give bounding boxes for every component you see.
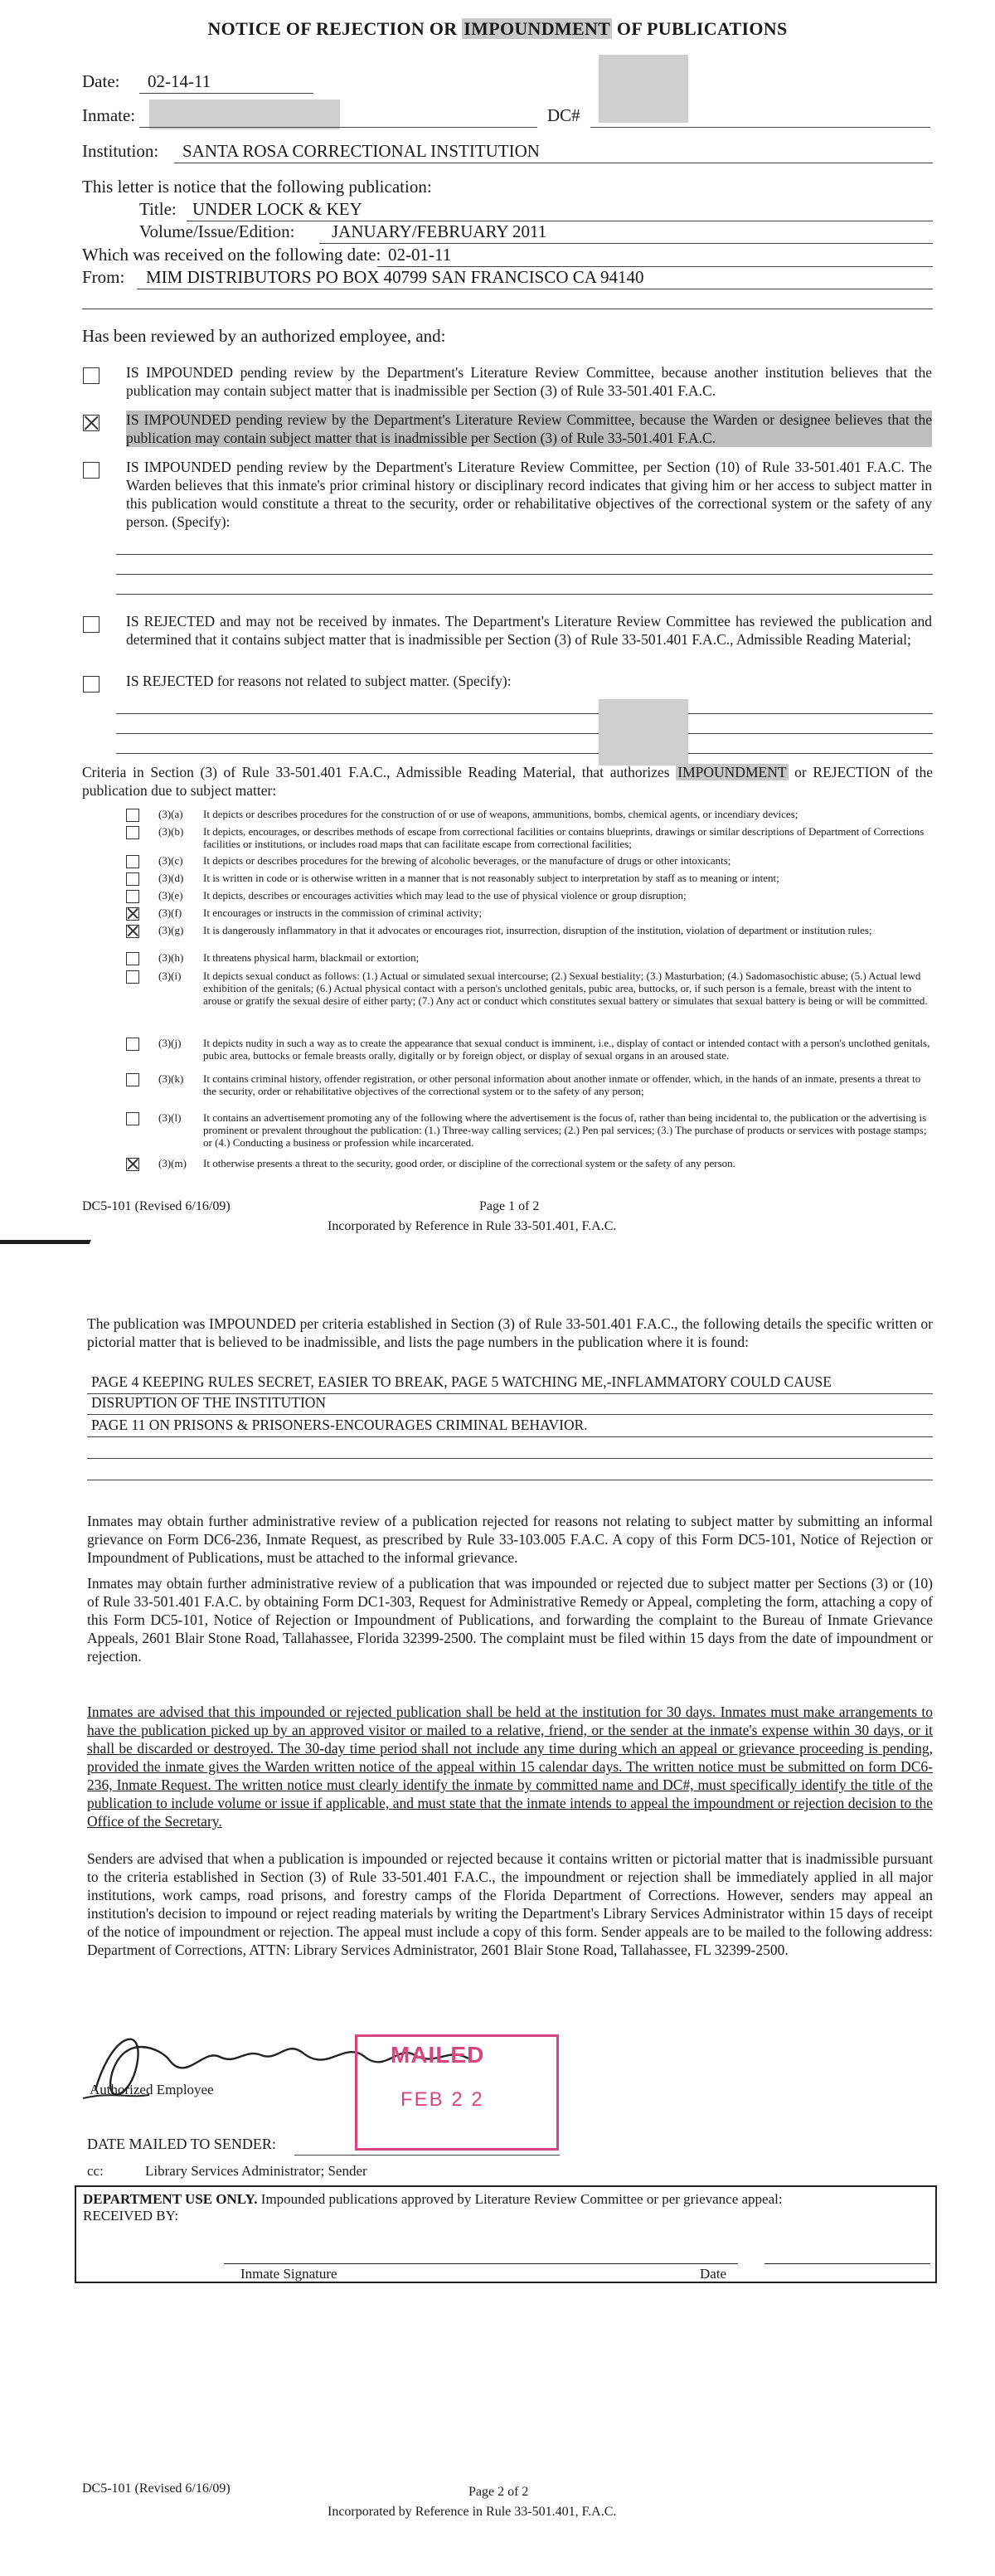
criteria-checkbox-13[interactable] (126, 1158, 139, 1171)
criteria-checkbox-7[interactable] (126, 925, 139, 938)
option-checkbox-4[interactable] (83, 616, 100, 633)
paragraph-inmates-advised: Inmates are advised that this impounded or rejected publication shall be held at the institution for 30 days. Inmates must make arrangements to have the publication picked up by an approved visitor or mailed to a relative, friend, or the sender at the inmate's expense within 30 days, or it shall be discarded or destroyed. The 30-day time period shall not include any time during which an appeal or grievance proceeding is pending, provided the inmate gives the Warden written notice of the appeal within 15 calendar days. The written notice must be submitted on form DC6-236, Inmate Request. The written notice must clearly identify the inmate by committed name and DC#, must specifically identify the title of the publication to include volume or issue if applicable, and must state that the inmate intends to appeal the impoundment or rejection decision to the Office of the Secretary. (87, 1704, 933, 1830)
criteria-text-6: It encourages or instructs in the commission of criminal activity; (203, 906, 483, 919)
received-value: 02-01-11 (388, 245, 452, 265)
criteria-text-1: It depicts or describes procedures for the construction of or use of weapons, ammunitions, bombs, chemical agents, or incendiary devices; (203, 808, 798, 820)
criteria-text-13: It otherwise presents a threat to the security, good order, or discipline of the correctional system or the safety of any person. (203, 1157, 735, 1169)
criteria-code-10: (3)(j) (158, 1037, 182, 1049)
page-number-p2: Page 2 of 2 (468, 2485, 529, 2499)
impound-intro: The publication was IMPOUNDED per criteria established in Section (3) of Rule 33-501.401 F.A.C., the following details the specific written or pictorial matter that is believed to be inadmissible, and lists the page numbers in the publication where it is found: (87, 1315, 933, 1350)
incorporated-note: Incorporated by Reference in Rule 33-501.401, F.A.C. (328, 1219, 617, 1233)
criteria-checkbox-4[interactable] (126, 872, 139, 886)
criteria-text-3: It depicts or describes procedures for the brewing of alcoholic beverages, or the manufacture of drugs or other intoxicants; (203, 854, 731, 867)
page-1 (0, 0, 995, 1244)
inmate-signature-label: Inmate Signature (240, 2266, 337, 2282)
criteria-code-3: (3)(c) (158, 854, 183, 867)
cc-value: Library Services Administrator; Sender (145, 2163, 367, 2179)
redacted-block-2 (599, 699, 688, 766)
dc-label: DC# (547, 105, 580, 125)
detail-line-2: DISRUPTION OF THE INSTITUTION (91, 1394, 327, 1411)
department-use-box (75, 2185, 937, 2283)
dept-use-text: Impounded publications approved by Literature Review Committee or per grievance appeal: (257, 2191, 783, 2207)
option-checkbox-5[interactable] (83, 676, 100, 693)
highlighted-word: IMPOUNDMENT (464, 18, 611, 39)
cc-label: cc: (87, 2163, 104, 2179)
criteria-checkbox-5[interactable] (126, 890, 139, 903)
criteria-checkbox-6[interactable] (126, 907, 139, 921)
option-checkbox-1[interactable] (83, 367, 100, 384)
criteria-code-1: (3)(a) (158, 808, 183, 820)
authorized-employee-label: Authorized Employee (90, 2082, 214, 2097)
criteria-text-5: It depicts, describes or encourages activities which may lead to the use of physical violence or group disruption; (203, 889, 687, 902)
dept-use-heading: DEPARTMENT USE ONLY. (83, 2191, 258, 2207)
criteria-code-5: (3)(e) (158, 889, 183, 902)
received-by-label: RECEIVED BY: (83, 2208, 179, 2224)
option-checkbox-2[interactable] (83, 415, 100, 431)
document-title: NOTICE OF REJECTION OR IMPOUNDMENT OF PUBLICATIONS (207, 18, 788, 39)
redacted-inmate-name (149, 100, 340, 129)
criteria-code-8: (3)(h) (158, 951, 184, 964)
reviewed-line: Has been reviewed by an authorized employee, and: (82, 326, 446, 346)
institution-value: SANTA ROSA CORRECTIONAL INSTITUTION (182, 141, 540, 161)
received-label: Which was received on the following date: (82, 245, 381, 265)
date-value: 02-14-11 (148, 71, 211, 91)
pub-title-label: Title: (139, 199, 177, 219)
incorporated-note-p2: Incorporated by Reference in Rule 33-501.401, F.A.C. (328, 2505, 617, 2519)
institution-label: Institution: (82, 141, 159, 161)
date-label: Date: (82, 71, 120, 91)
notice-line: This letter is notice that the following publication: (82, 177, 432, 197)
criteria-intro: Criteria in Section (3) of Rule 33-501.401 F.A.C., Admissible Reading Material, that authorizes IMPOUNDMENT or REJECTION of the publication due to subject matter: (82, 764, 933, 799)
pub-title-value: UNDER LOCK & KEY (192, 199, 362, 219)
criteria-text-11: It contains criminal history, offender registration, or other personal information about another inmate or offender, which, in the hands of an inmate, presents a threat to the security, order or rehabilitative objectives of the correctional system or to the safety of any person; (203, 1072, 921, 1097)
criteria-code-6: (3)(f) (158, 906, 182, 919)
criteria-text-12: It contains an advertisement promoting any of the following where the advertisement is the focus of, rather than being incidental to, the publication or the advertising is prominent or prevalent throughout the publication: (1.) Three-way calling services; (2.) Pen pal services; (3.) The purchase of products or services with postage stamps; or (4.) Conducting a business or profession while incarcerated. (203, 1111, 927, 1149)
option-text-4: IS REJECTED and may not be received by inmates. The Department's Literature Review Committee has reviewed the publication and determined that it contains subject matter that is inadmissible per Section (3) of Rule 33-501.401 F.A.C., Admissible Reading Material; (126, 613, 932, 648)
page-number: Page 1 of 2 (479, 1199, 540, 1213)
stamp-mailed-text: MAILED (391, 2042, 485, 2068)
criteria-checkbox-1[interactable] (126, 809, 139, 822)
paragraph-senders-advised: Senders are advised that when a publication is impounded or rejected because it contains written or pictorial matter that is inadmissible pursuant to the criteria established in Section (3) of Rule 33-501.401 F.A.C., the impoundment or rejection shall be immediately applied in all major institutions, work camps, road prisons, and forestry camps of the Florida Department of Corrections. However, senders may appeal an institution's decision to impound or reject reading materials by writing the Department's Library Services Administrator within 15 days of receipt of the notice of impoundment or rejection. The appeal must include a copy of this form. Sender appeals are to be mailed to the following address: Department of Corrections, ATTN: Library Services Administrator, 2601 Blair Stone Road, Tallahassee, FL 32399-2500. (87, 1850, 933, 1958)
criteria-code-12: (3)(l) (158, 1111, 182, 1124)
criteria-checkbox-3[interactable] (126, 855, 139, 868)
paragraph-informal-grievance: Inmates may obtain further administrative review of a publication rejected for reasons not relating to subject matter by submitting an informal grievance on Form DC6-236, Inmate Request, as prescribed by Rule 33-103.005 F.A.C. A copy of this Form DC5-101, Notice of Rejection or Impoundment of Publications, must be attached to the informal grievance. (87, 1513, 933, 1566)
redacted-block (599, 55, 688, 123)
volume-label: Volume/Issue/Edition: (139, 221, 295, 241)
criteria-checkbox-11[interactable] (126, 1073, 139, 1086)
criteria-text-10: It depicts nudity in such a way as to create the appearance that sexual conduct is imminent, i.e., display of contact or intended contact with a person's unclothed genitals, pubic area, buttocks or female breasts orally, digitally or by foreign object, or display of sexual organs in an aroused state. (203, 1037, 930, 1062)
date-mailed-label: DATE MAILED TO SENDER: (87, 2136, 276, 2152)
form-number-p2: DC5-101 (Revised 6/16/09) (82, 2481, 231, 2496)
paragraph-administrative-review: Inmates may obtain further administrative review of a publication that was impounded or rejected due to subject matter per Sections (3) or (10) of Rule 33-501.401 F.A.C. by obtaining Form DC1-303, Request for Administrative Remedy or Appeal, completing the form, attaching a copy of this Form DC5-101, Notice of Rejection or Impoundment of Publications, and forwarding the complaint to the Bureau of Inmate Grievance Appeals, 2601 Blair Stone Road, Tallahassee, Florida 32399-2500. The complaint must be filed within 15 days from the date of impoundment or rejection. (87, 1575, 933, 1665)
criteria-code-9: (3)(i) (158, 970, 182, 982)
stamp-date-text: FEB 2 2 (400, 2088, 484, 2111)
from-label: From: (82, 267, 125, 287)
mailed-stamp (355, 2034, 559, 2151)
criteria-code-11: (3)(k) (158, 1072, 184, 1085)
inmate-label: Inmate: (82, 105, 136, 125)
criteria-checkbox-9[interactable] (126, 970, 139, 984)
criteria-code-7: (3)(g) (158, 924, 184, 936)
detail-line-1: PAGE 4 KEEPING RULES SECRET, EASIER TO BREAK, PAGE 5 WATCHING ME,-INFLAMMATORY COULD CAUSE (91, 1373, 832, 1390)
from-value: MIM DISTRIBUTORS PO BOX 40799 SAN FRANCISCO CA 94140 (146, 267, 644, 287)
criteria-text-4: It is written in code or is otherwise written in a manner that is not reasonably subject to interpretation by staff as to meaning or intent; (203, 872, 779, 884)
criteria-code-2: (3)(b) (158, 825, 184, 838)
criteria-text-7: It is dangerously inflammatory in that it advocates or encourages riot, insurrection, disruption of the institution, violation of department or institution rules; (203, 924, 872, 936)
criteria-text-8: It threatens physical harm, blackmail or extortion; (203, 951, 420, 964)
option-text-5: IS REJECTED for reasons not related to subject matter. (Specify): (126, 673, 512, 689)
option-text-3: IS IMPOUNDED pending review by the Department's Literature Review Committee, per Section (10) of Rule 33-501.401 F.A.C. The Warden believes that this inmate's prior criminal history or disciplinary record indicates that giving him or her access to subject matter in this publication would constitute a threat to the security, order or rehabilitative objectives of the correctional system or the safety of any person. (Specify): (126, 459, 932, 530)
form-number: DC5-101 (Revised 6/16/09) (82, 1199, 231, 1213)
criteria-checkbox-12[interactable] (126, 1112, 139, 1125)
criteria-code-4: (3)(d) (158, 872, 184, 884)
criteria-text-2: It depicts, encourages, or describes methods of escape from correctional facilities or contains blueprints, drawings or similar descriptions of Department of Corrections facilities or institutions, or includes road maps that can facilitate escape from correctional facilities; (203, 825, 925, 850)
page-2 (0, 1244, 995, 2576)
criteria-checkbox-8[interactable] (126, 952, 139, 965)
option-checkbox-3[interactable] (83, 462, 100, 479)
criteria-checkbox-2[interactable] (126, 826, 139, 839)
option-text-1: IS IMPOUNDED pending review by the Department's Literature Review Committee, because another institution believes that the publication may contain subject matter that is inadmissible per Section (3) of Rule 33-501.401 F.A.C. (126, 364, 932, 399)
criteria-checkbox-10[interactable] (126, 1038, 139, 1051)
volume-value: JANUARY/FEBRUARY 2011 (332, 221, 547, 241)
detail-line-3: PAGE 11 ON PRISONS & PRISONERS-ENCOURAGES CRIMINAL BEHAVIOR. (91, 1417, 588, 1433)
option-text-2: IS IMPOUNDED pending review by the Department's Literature Review Committee, because the Warden or designee believes that the publication may contain subject matter that is inadmissible per Section (3) of Rule 33-501.401 F.A.C. (126, 411, 932, 446)
criteria-code-13: (3)(m) (158, 1157, 187, 1169)
date-label-box: Date (700, 2266, 727, 2282)
criteria-text-9: It depicts sexual conduct as follows: (1.) Actual or simulated sexual intercourse; (2.) Sexual bestiality; (3.) Masturbation; (4.) Sadomasochistic abuse; (5.) Actual lewd exhibition of the genitals; (6.) Actual physical contact with a person's unclothed genitals, pubic area, buttocks, or, if such person is a female, breast with the intent to arouse or gratify the sexual desire of either party; (7.) Any act or conduct which constitutes sexual battery or simulates that sexual battery is being or will be committed. (203, 970, 928, 1007)
